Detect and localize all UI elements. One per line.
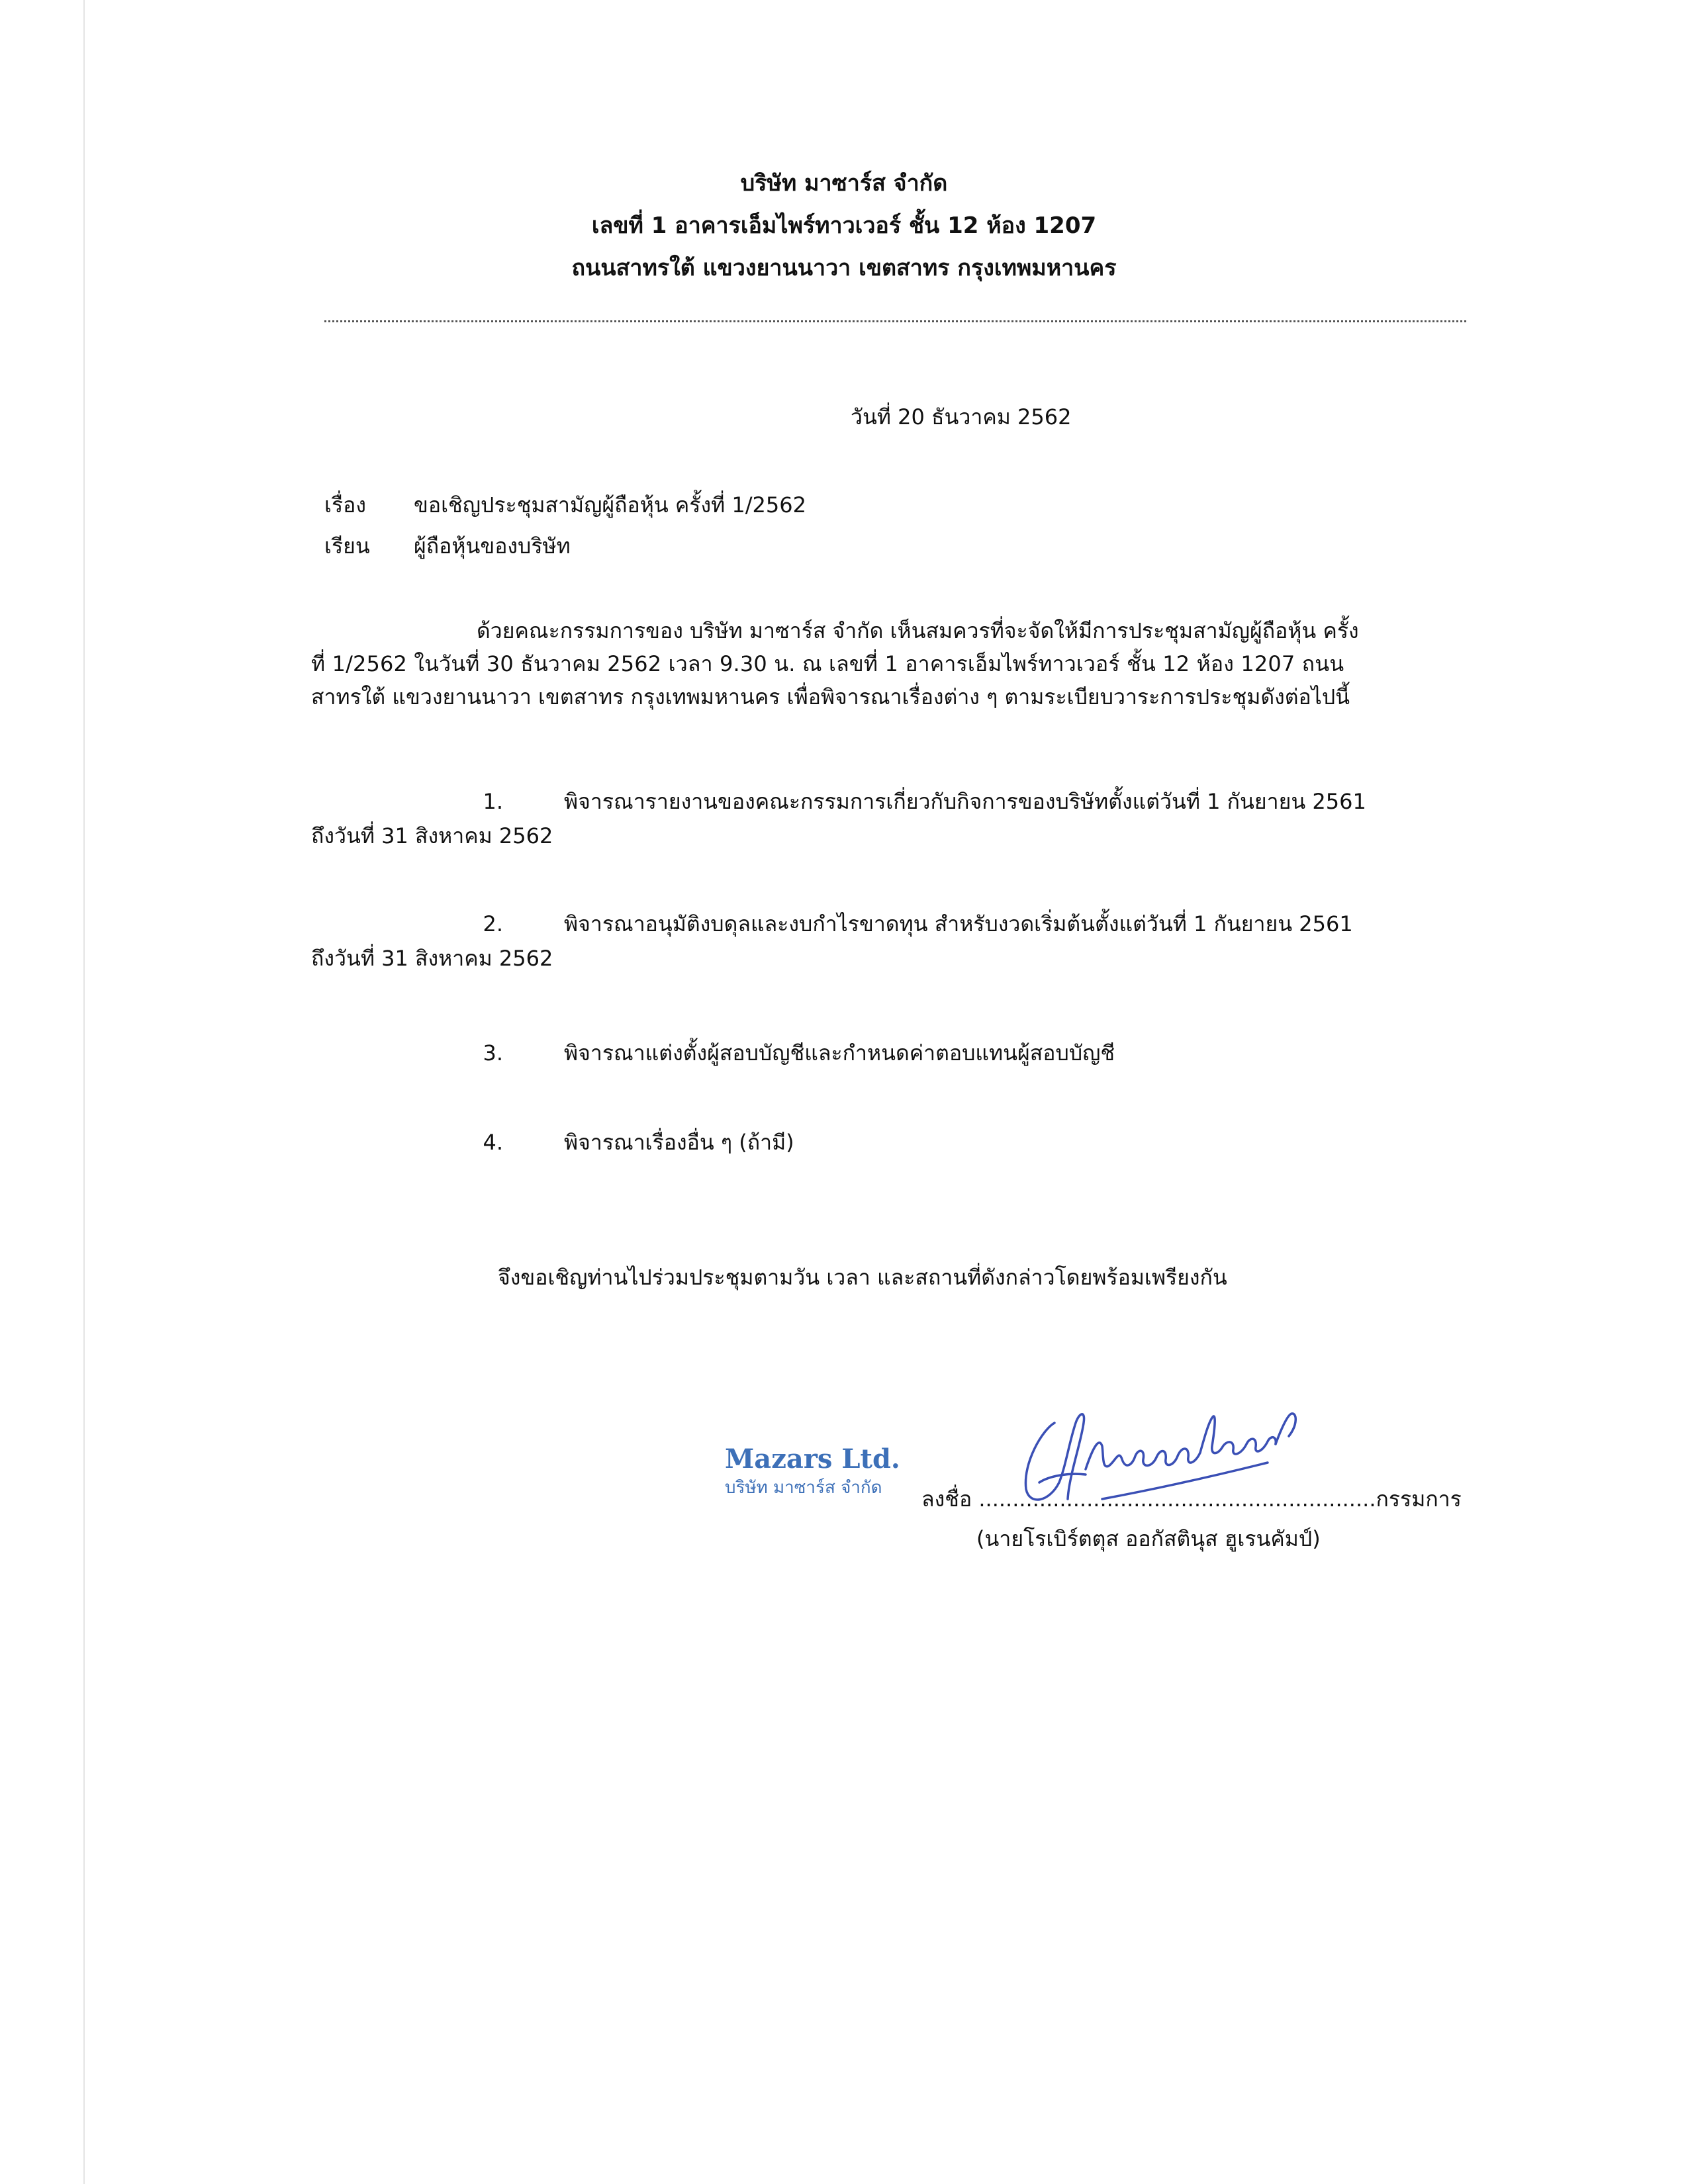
letterhead [199,162,1489,289]
handwritten-signature [1003,1383,1334,1516]
company-name: บริษัท มาซาร์ส จำกัด [740,170,948,197]
agenda-text: พิจารณาอนุมัติงบดุลและงบกำไรขาดทุน สำหรับงวดเริ่มต้นตั้งแต่วันที่ 1 กันยายน 2561 [564,911,1353,936]
signer-name: (นายโรเบิร์ตตุส ออกัสตินุส ฮูเรนคัมป์) [976,1526,1321,1551]
agenda-text: พิจารณาแต่งตั้งผู้สอบบัญชีและกำหนดค่าตอบแทนผู้สอบบัญชี [564,1040,1115,1066]
stamp-name-th: บริษัท มาซาร์ส จำกัด [725,1478,882,1498]
body-line-2: ที่ 1/2562 ในวันที่ 30 ธันวาคม 2562 เวลา 9.30 น. ณ เลขที่ 1 อาคารเอ็มไพร์ทาวเวอร์ ชั้น 12 ห้อง 1207 ถนน [311,651,1344,676]
agenda-number: 4. [483,1130,503,1155]
agenda-item-2 [311,907,1440,976]
agenda-text: พิจารณาเรื่องอื่น ๆ (ถ้ามี) [564,1130,794,1155]
agenda-item-3 [311,1036,1440,1070]
body-line-3: สาทรใต้ แขวงยานนาวา เขตสาทร กรุงเทพมหานคร เพื่อพิจารณาเรื่องต่าง ๆ ตามระเบียบวาระการประชุมดังต่อไปนี้ [311,684,1350,709]
agenda-item-1 [311,784,1440,853]
company-stamp [725,1443,900,1500]
subject-row [324,488,806,522]
agenda-number: 3. [483,1040,503,1066]
agenda-number: 1. [483,789,503,814]
agenda-item-4 [311,1125,1440,1160]
subject-label: เรื่อง [324,492,366,518]
agenda-continuation: ถึงวันที่ 31 สิงหาคม 2562 [311,823,553,848]
signature-title: กรรมการ [1376,1486,1462,1512]
recipient-row [324,529,571,563]
subject-text: ขอเชิญประชุมสามัญผู้ถือหุ้น ครั้งที่ 1/2562 [414,492,806,518]
scan-edge-line [83,0,85,2184]
closing-sentence: จึงขอเชิญท่านไปร่วมประชุมตามวัน เวลา และสถานที่ดังกล่าวโดยพร้อมเพรียงกัน [498,1265,1227,1290]
agenda-continuation: ถึงวันที่ 31 สิงหาคม 2562 [311,946,553,971]
signature-dots: ........................................................... [978,1486,1376,1512]
stamp-name-en: Mazars Ltd. [725,1443,900,1475]
recipient-text: ผู้ถือหุ้นของบริษัท [414,533,571,559]
agenda-number: 2. [483,911,503,936]
agenda-text: พิจารณารายงานของคณะกรรมการเกี่ยวกับกิจการของบริษัทตั้งแต่วันที่ 1 กันยายน 2561 [564,789,1366,814]
header-divider [324,320,1466,322]
signature-prefix: ลงชื่อ [921,1486,972,1512]
letter-date: วันที่ 20 ธันวาคม 2562 [851,404,1072,430]
body-paragraph [311,614,1440,713]
recipient-label: เรียน [324,533,370,559]
address-line-2: ถนนสาทรใต้ แขวงยานนาวา เขตสาทร กรุงเทพมหานคร [571,255,1117,281]
address-line-1: เลขที่ 1 อาคารเอ็มไพร์ทาวเวอร์ ชั้น 12 ห้อง 1207 [591,212,1097,239]
body-line-1: ด้วยคณะกรรมการของ บริษัท มาซาร์ส จำกัด เห็นสมควรที่จะจัดให้มีการประชุมสามัญผู้ถือหุ้น ครั้ง [477,618,1359,643]
